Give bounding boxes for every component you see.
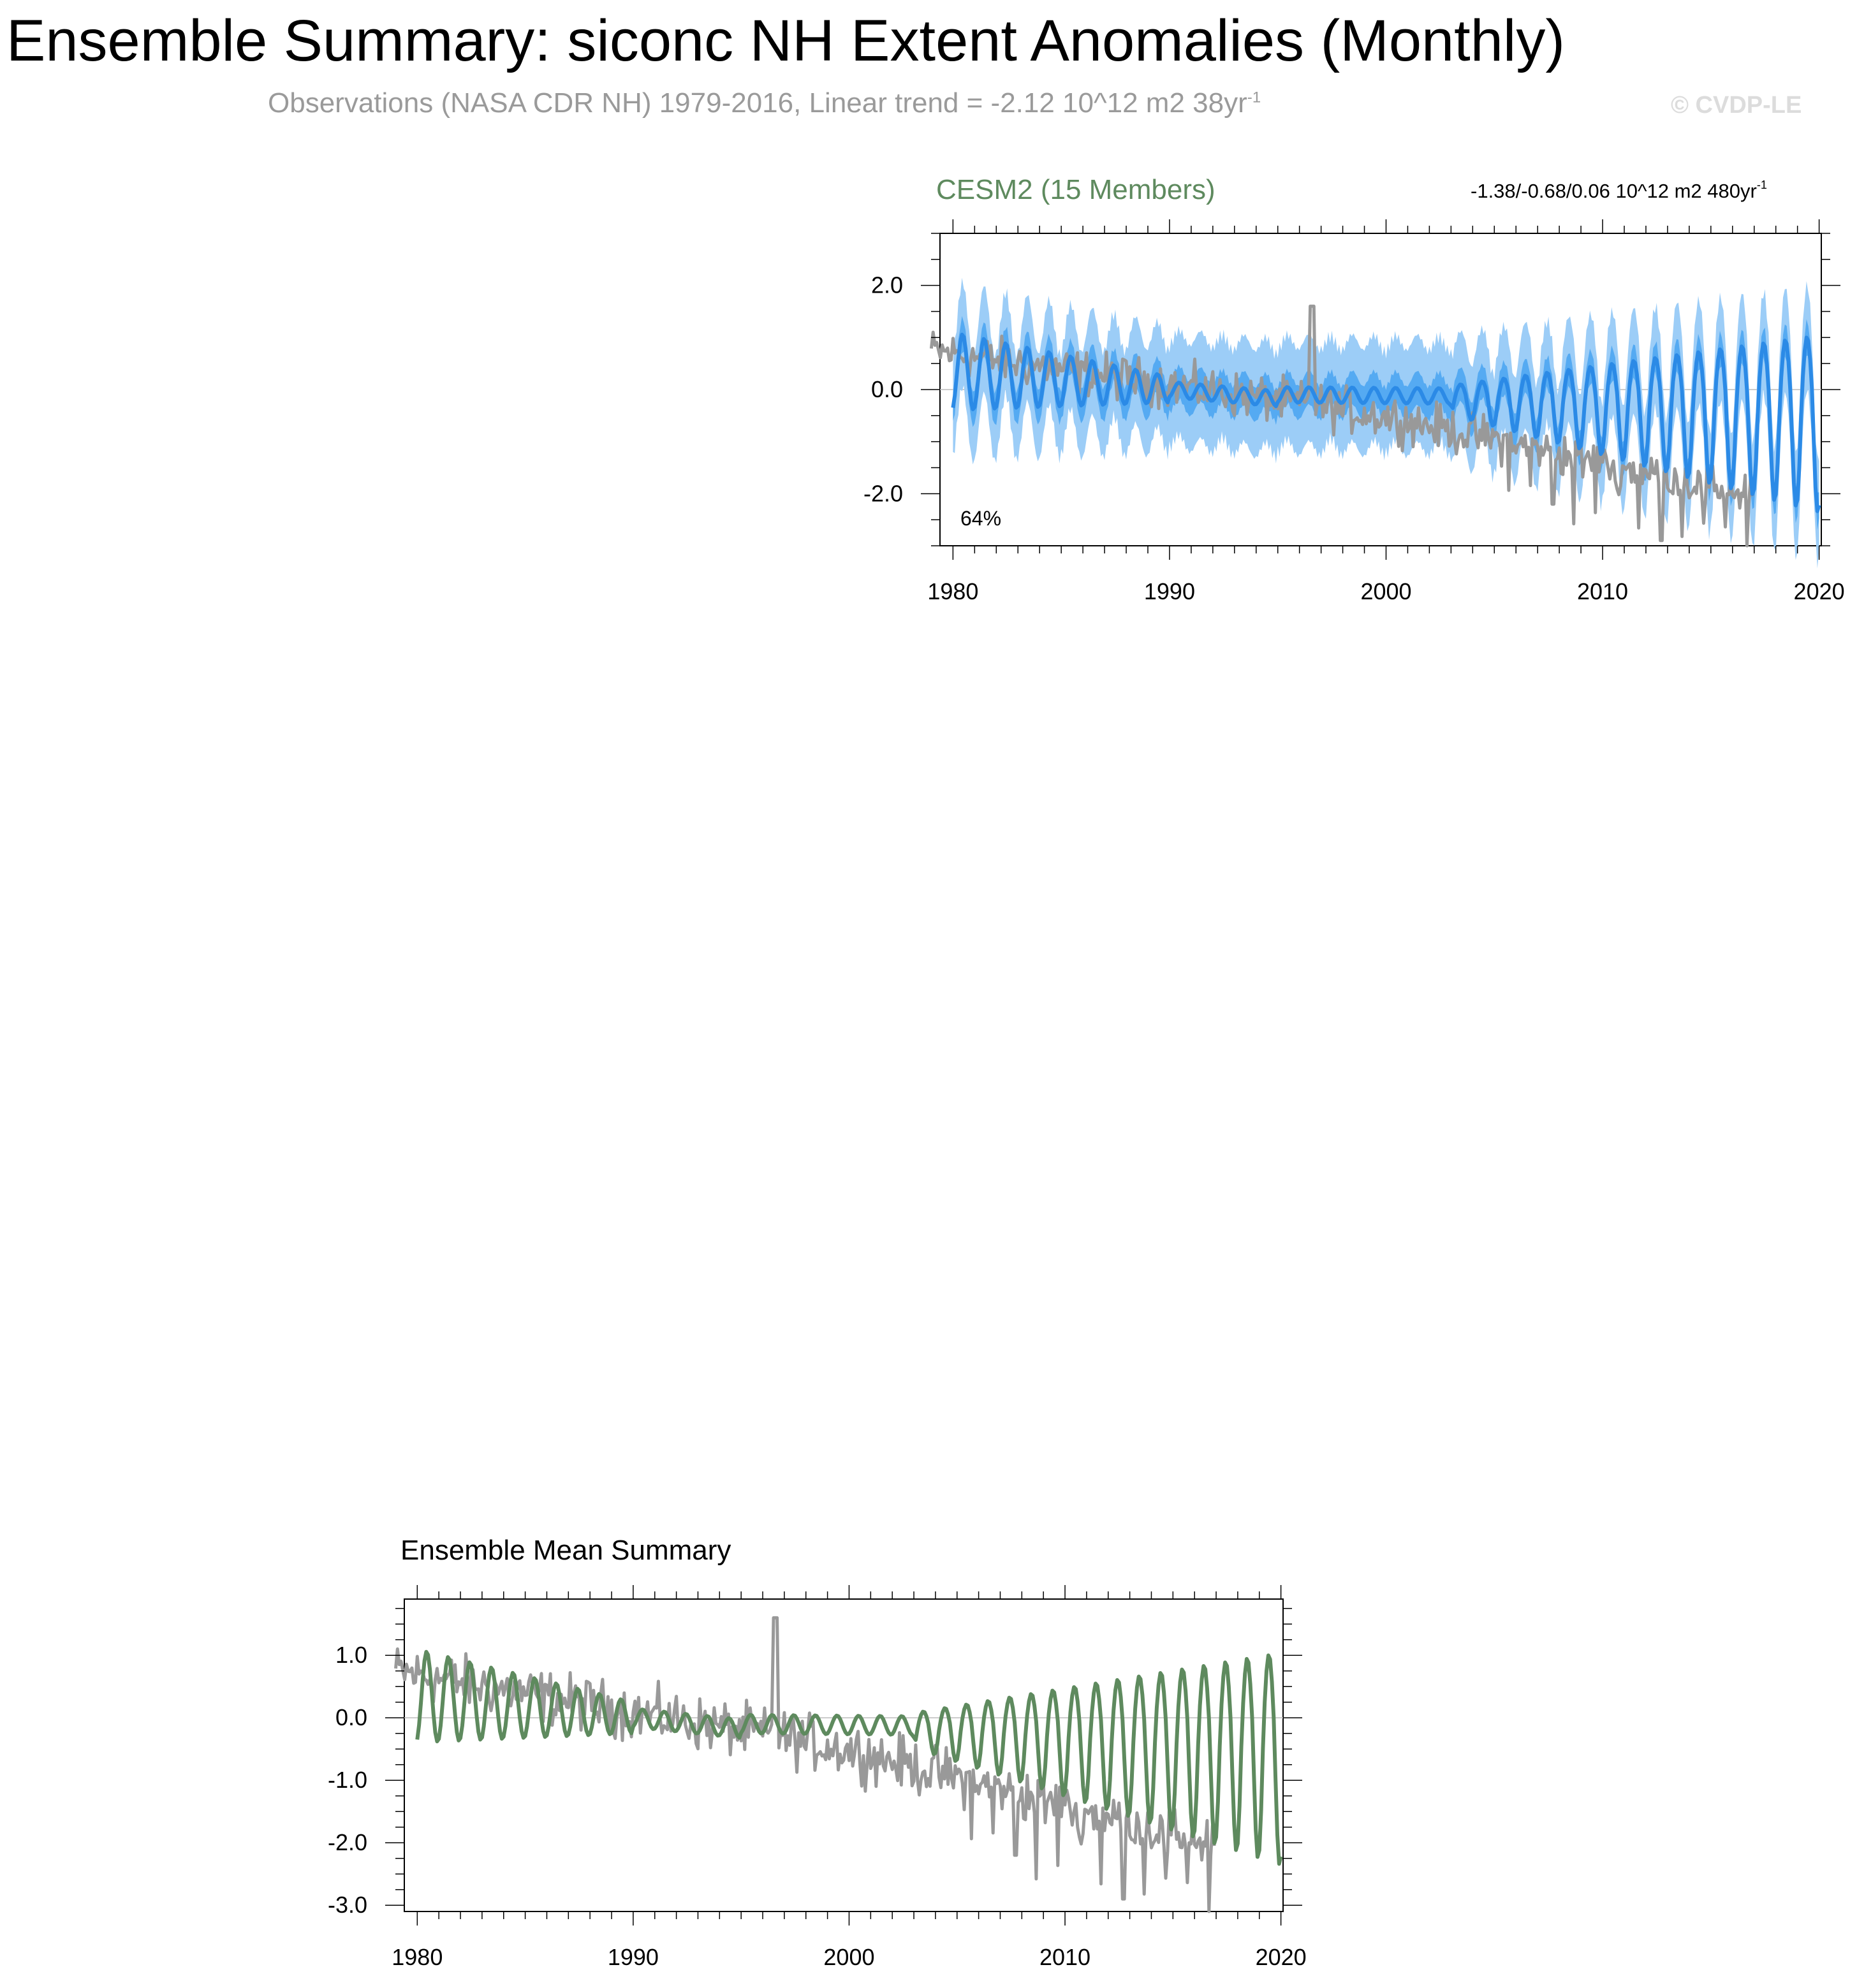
x-tick-label: 1990 bbox=[1143, 578, 1195, 604]
cesm2-panel bbox=[863, 174, 1845, 604]
cesm2-trend-value: -1.38/-0.68/0.06 10^12 m2 480yr bbox=[1471, 180, 1757, 202]
x-tick-label: 2020 bbox=[1255, 1944, 1307, 1970]
y-tick-label: 0.0 bbox=[335, 1704, 367, 1731]
x-tick-label: 1980 bbox=[392, 1944, 443, 1970]
x-tick-label: 2010 bbox=[1039, 1944, 1091, 1970]
cesm2-percent-annotation: 64% bbox=[960, 507, 1002, 530]
x-tick-label: 1980 bbox=[927, 578, 979, 604]
x-tick-label: 1990 bbox=[607, 1944, 659, 1970]
ensemble-mean-panel-title: Ensemble Mean Summary bbox=[400, 1535, 731, 1566]
y-tick-label: -1.0 bbox=[327, 1767, 367, 1794]
y-tick-label: -3.0 bbox=[327, 1892, 367, 1919]
x-tick-label: 2000 bbox=[823, 1944, 875, 1970]
page-title: Ensemble Summary: siconc NH Extent Anomalies (Monthly) bbox=[6, 8, 1565, 73]
ensemble-mean-panel bbox=[328, 1535, 1307, 1970]
x-tick-label: 2020 bbox=[1793, 578, 1845, 604]
subtitle-exponent: -1 bbox=[1247, 89, 1261, 106]
x-tick-label: 2010 bbox=[1576, 578, 1629, 604]
subtitle-text: Observations (NASA CDR NH) 1979-2016, Linear trend = -2.12 10^12 m2 38yr bbox=[268, 87, 1247, 119]
watermark: © CVDP-LE bbox=[1671, 92, 1802, 119]
y-tick-label: -2.0 bbox=[863, 480, 903, 507]
y-tick-label: 2.0 bbox=[870, 272, 903, 298]
cesm2-panel-title: CESM2 (15 Members) bbox=[936, 174, 1215, 205]
y-tick-label: 1.0 bbox=[335, 1642, 367, 1669]
x-tick-label: 2000 bbox=[1360, 578, 1412, 604]
y-tick-label: 0.0 bbox=[870, 376, 903, 402]
cesm2-trend-text bbox=[1471, 179, 1767, 202]
observations-series-line bbox=[396, 1618, 1215, 1911]
y-tick-label: -2.0 bbox=[327, 1829, 367, 1856]
cesm2-trend-exponent: -1 bbox=[1756, 179, 1767, 191]
